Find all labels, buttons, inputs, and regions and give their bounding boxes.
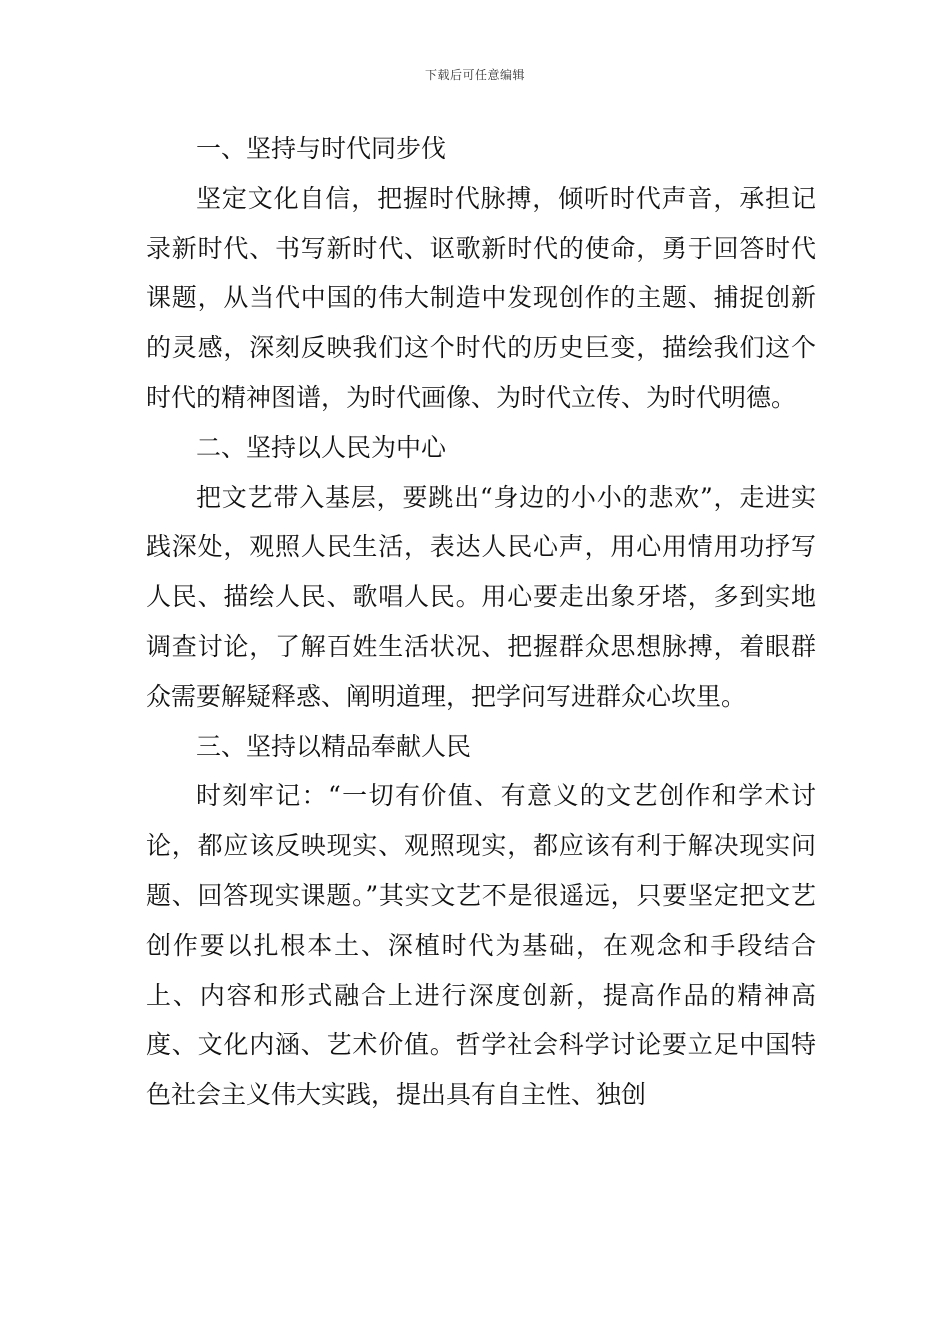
section-paragraph-2: 把文艺带入基层，要跳出“身边的小小的悲欢”，走进实践深处，观照人民生活，表达人民心声，用心用情用功抒写人民、描绘人民、歌唱人民。用心要走出象牙塔，多到实地调查讨论，了解百姓生活状况、把握群众思想脉搏，着眼群众需要解疑释惑、阐明道理，把学问写进群众心坎里。 xyxy=(146,482,816,711)
section-paragraph-1: 坚定文化自信，把握时代脉搏，倾听时代声音，承担记录新时代、书写新时代、讴歌新时代的使命，勇于回答时代课题，从当代中国的伟大制造中发现创作的主题、捕捉创新的灵感，深刻反映我们这个时代的历史巨变，描绘我们这个时代的精神图谱，为时代画像、为时代立传、为时代明德。 xyxy=(146,183,816,412)
section-paragraph-3: 时刻牢记：“一切有价值、有意义的文艺创作和学术讨论，都应该反映现实、观照现实，都应该有利于解决现实问题、回答现实课题。”其实文艺不是很遥远，只要坚定把文艺创作要以扎根本土、深植时代为基础，在观念和手段结合上、内容和形式融合上进行深度创新，提高作品的精神高度、文化内涵、艺术价值。哲学社会科学讨论要立足中国特色社会主义伟大实践，提出具有自主性、独创 xyxy=(146,781,816,1110)
page-header-note: 下载后可任意编辑 xyxy=(424,68,525,82)
section-heading-1: 一、坚持与时代同步伐 xyxy=(196,134,447,163)
section-heading-2: 二、坚持以人民为中心 xyxy=(196,432,447,462)
section-heading-3: 三、坚持以精品奉献人民 xyxy=(196,731,472,761)
document-body xyxy=(146,124,816,1120)
